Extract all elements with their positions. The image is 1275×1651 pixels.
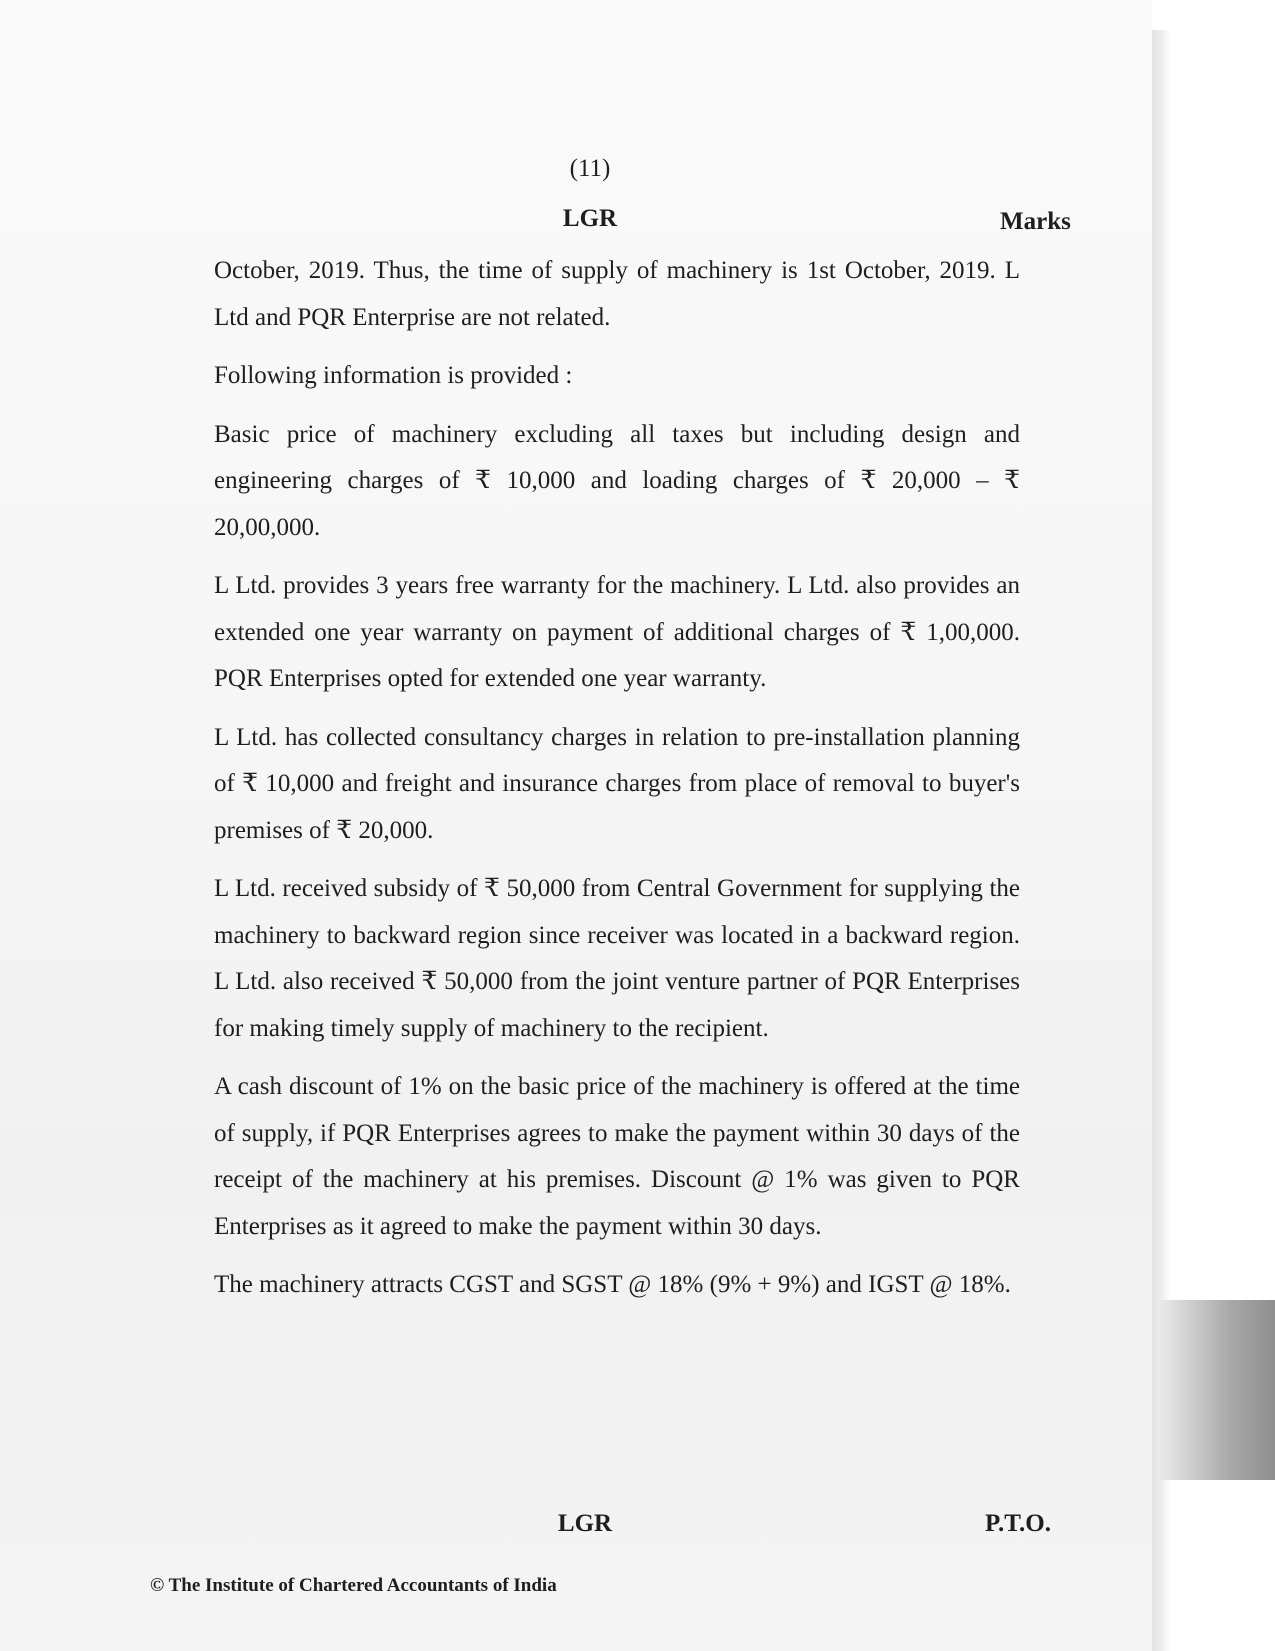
question-body	[214, 248, 1020, 1321]
footer-paper-code: LGR	[557, 1510, 613, 1537]
paragraph-basic-price: Basic price of machinery excluding all taxes but including design and engineering charges of ₹ 10,000 and loading charges of ₹ 20,000 – ₹ 20,00,000.	[214, 420, 1020, 541]
paragraph-time-of-supply: October, 2019. Thus, the time of supply of machinery is 1st October, 2019. L Ltd and PQR Enterprise are not related.	[214, 257, 1020, 331]
paragraph-info-intro: Following information is provided :	[214, 362, 573, 389]
marks-column-label: Marks	[1000, 208, 1071, 235]
paragraph-gst-rates: The machinery attracts CGST and SGST @ 18% (9% + 9%) and IGST @ 18%.	[214, 1271, 1011, 1298]
paragraph-consultancy: L Ltd. has collected consultancy charges in relation to pre-installation planning of ₹ 10,000 and freight and insurance charges from place of removal to buyer's premises of ₹ 20,000.	[214, 723, 1020, 844]
copyright-notice: © The Institute of Chartered Accountants of India	[150, 1575, 557, 1596]
paragraph-warranty: L Ltd. provides 3 years free warranty for the machinery. L Ltd. also provides an extended one year warranty on payment of additional charges of ₹ 1,00,000. PQR Enterprises opted for extended one year warranty.	[214, 572, 1020, 692]
please-turn-over: P.T.O.	[985, 1510, 1051, 1537]
page-number: (11)	[569, 155, 611, 182]
scan-shadow	[1160, 1300, 1275, 1480]
paragraph-cash-discount: A cash discount of 1% on the basic price of the machinery is offered at the time of supply, if PQR Enterprises agrees to make the payment within 30 days of the receipt of the machinery at his premises. Discount @ 1% was given to PQR Enterprises as it agreed to make the payment within 30 days.	[214, 1073, 1020, 1240]
header-paper-code: LGR	[562, 205, 618, 232]
paragraph-subsidy: L Ltd. received subsidy of ₹ 50,000 from Central Government for supplying the machinery to backward region since receiver was located in a backward region. L Ltd. also received ₹ 50,000 from the joint venture partner of PQR Enterprises for making timely supply of machinery to the recipient.	[214, 875, 1020, 1042]
